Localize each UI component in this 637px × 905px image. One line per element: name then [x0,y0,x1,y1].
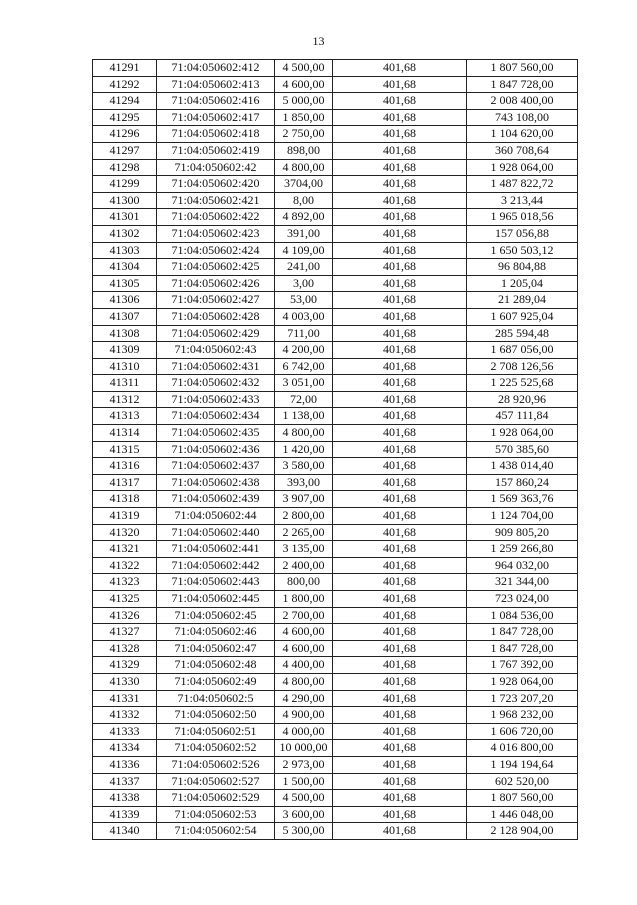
rate-cell: 401,68 [333,60,467,77]
table-row [93,342,578,359]
value-cell: 3 213,44 [467,192,578,209]
cadastral-number-cell: 71:04:050602:416 [157,93,275,110]
area-cell: 4 400,00 [275,657,333,674]
value-cell: 2 708 126,56 [467,358,578,375]
row-number-cell: 41328 [93,640,157,657]
rate-cell: 401,68 [333,109,467,126]
area-cell: 1 420,00 [275,441,333,458]
area-cell: 4 109,00 [275,242,333,259]
row-number-cell: 41312 [93,391,157,408]
table-row [93,109,578,126]
table-row [93,756,578,773]
table-row [93,773,578,790]
rate-cell: 401,68 [333,790,467,807]
rate-cell: 401,68 [333,93,467,110]
area-cell: 3,00 [275,275,333,292]
table-row [93,574,578,591]
row-number-cell: 41320 [93,524,157,541]
cadastral-number-cell: 71:04:050602:49 [157,673,275,690]
table-row [93,640,578,657]
value-cell: 2 008 400,00 [467,93,578,110]
value-cell: 1 446 048,00 [467,806,578,823]
rate-cell: 401,68 [333,474,467,491]
cadastral-number-cell: 71:04:050602:421 [157,192,275,209]
cadastral-number-cell: 71:04:050602:442 [157,557,275,574]
row-number-cell: 41311 [93,375,157,392]
row-number-cell: 41302 [93,225,157,242]
value-cell: 1 650 503,12 [467,242,578,259]
cadastral-number-cell: 71:04:050602:437 [157,458,275,475]
row-number-cell: 41340 [93,823,157,840]
rate-cell: 401,68 [333,574,467,591]
row-number-cell: 41298 [93,159,157,176]
table-row [93,159,578,176]
table-row [93,375,578,392]
area-cell: 4 800,00 [275,159,333,176]
row-number-cell: 41315 [93,441,157,458]
page-number: 13 [312,34,325,48]
row-number-cell: 41323 [93,574,157,591]
table-row [93,541,578,558]
rate-cell: 401,68 [333,225,467,242]
area-cell: 3704,00 [275,176,333,193]
row-number-cell: 41307 [93,308,157,325]
area-cell: 6 742,00 [275,358,333,375]
table-row [93,292,578,309]
table-row [93,441,578,458]
rate-cell: 401,68 [333,292,467,309]
table-row [93,690,578,707]
row-number-cell: 41334 [93,740,157,757]
table-row [93,458,578,475]
cadastral-number-cell: 71:04:050602:433 [157,391,275,408]
area-cell: 898,00 [275,142,333,159]
row-number-cell: 41330 [93,673,157,690]
rate-cell: 401,68 [333,607,467,624]
area-cell: 4 200,00 [275,342,333,359]
value-cell: 570 385,60 [467,441,578,458]
value-cell: 1 807 560,00 [467,790,578,807]
value-cell: 1 687 056,00 [467,342,578,359]
table-row [93,707,578,724]
value-cell: 28 920,96 [467,391,578,408]
area-cell: 1 500,00 [275,773,333,790]
row-number-cell: 41333 [93,723,157,740]
rate-cell: 401,68 [333,690,467,707]
value-cell: 743 108,00 [467,109,578,126]
row-number-cell: 41314 [93,425,157,442]
cadastral-number-cell: 71:04:050602:50 [157,707,275,724]
value-cell: 1 847 728,00 [467,640,578,657]
area-cell: 53,00 [275,292,333,309]
area-cell: 3 580,00 [275,458,333,475]
row-number-cell: 41297 [93,142,157,159]
rate-cell: 401,68 [333,425,467,442]
table-row [93,557,578,574]
value-cell: 2 128 904,00 [467,823,578,840]
area-cell: 4 600,00 [275,76,333,93]
rate-cell: 401,68 [333,756,467,773]
row-number-cell: 41310 [93,358,157,375]
value-cell: 1 723 207,20 [467,690,578,707]
row-number-cell: 41329 [93,657,157,674]
cadastral-number-cell: 71:04:050602:425 [157,259,275,276]
row-number-cell: 41296 [93,126,157,143]
value-cell: 1 847 728,00 [467,624,578,641]
rate-cell: 401,68 [333,773,467,790]
value-cell: 1 225 525,68 [467,375,578,392]
table-row [93,308,578,325]
cadastral-number-cell: 71:04:050602:45 [157,607,275,624]
table-row [93,474,578,491]
cadastral-number-cell: 71:04:050602:427 [157,292,275,309]
value-cell: 1 968 232,00 [467,707,578,724]
value-cell: 1 487 822,72 [467,176,578,193]
rate-cell: 401,68 [333,640,467,657]
area-cell: 4 800,00 [275,673,333,690]
value-cell: 321 344,00 [467,574,578,591]
area-cell: 2 750,00 [275,126,333,143]
row-number-cell: 41325 [93,591,157,608]
value-cell: 1 259 266,80 [467,541,578,558]
cadastral-number-cell: 71:04:050602:436 [157,441,275,458]
cadastral-number-cell: 71:04:050602:426 [157,275,275,292]
cadastral-number-cell: 71:04:050602:420 [157,176,275,193]
cadastral-value-table [92,59,578,840]
table-row [93,242,578,259]
area-cell: 4 900,00 [275,707,333,724]
cadastral-number-cell: 71:04:050602:432 [157,375,275,392]
table-row [93,93,578,110]
cadastral-number-cell: 71:04:050602:46 [157,624,275,641]
table-body [93,60,578,840]
table-row [93,425,578,442]
table-row [93,126,578,143]
rate-cell: 401,68 [333,259,467,276]
cadastral-number-cell: 71:04:050602:417 [157,109,275,126]
table-row [93,591,578,608]
cadastral-number-cell: 71:04:050602:48 [157,657,275,674]
rate-cell: 401,68 [333,159,467,176]
value-cell: 457 111,84 [467,408,578,425]
cadastral-number-cell: 71:04:050602:441 [157,541,275,558]
area-cell: 72,00 [275,391,333,408]
rate-cell: 401,68 [333,591,467,608]
rate-cell: 401,68 [333,408,467,425]
rate-cell: 401,68 [333,308,467,325]
rate-cell: 401,68 [333,657,467,674]
value-cell: 96 804,88 [467,259,578,276]
row-number-cell: 41339 [93,806,157,823]
rate-cell: 401,68 [333,707,467,724]
table-row [93,740,578,757]
cadastral-number-cell: 71:04:050602:435 [157,425,275,442]
table-row [93,142,578,159]
value-cell: 1 205,04 [467,275,578,292]
row-number-cell: 41317 [93,474,157,491]
rate-cell: 401,68 [333,557,467,574]
table-row [93,607,578,624]
rate-cell: 401,68 [333,723,467,740]
cadastral-number-cell: 71:04:050602:53 [157,806,275,823]
value-cell: 285 594,48 [467,325,578,342]
rate-cell: 401,68 [333,342,467,359]
row-number-cell: 41291 [93,60,157,77]
value-cell: 1 847 728,00 [467,76,578,93]
row-number-cell: 41301 [93,209,157,226]
value-cell: 1 606 720,00 [467,723,578,740]
table-row [93,259,578,276]
value-cell: 1 807 560,00 [467,60,578,77]
table-row [93,176,578,193]
table-row [93,391,578,408]
cadastral-number-cell: 71:04:050602:429 [157,325,275,342]
cadastral-number-cell: 71:04:050602:43 [157,342,275,359]
row-number-cell: 41331 [93,690,157,707]
rate-cell: 401,68 [333,806,467,823]
cadastral-number-cell: 71:04:050602:51 [157,723,275,740]
row-number-cell: 41292 [93,76,157,93]
row-number-cell: 41300 [93,192,157,209]
area-cell: 1 850,00 [275,109,333,126]
value-cell: 1 965 018,56 [467,209,578,226]
cadastral-number-cell: 71:04:050602:428 [157,308,275,325]
area-cell: 2 265,00 [275,524,333,541]
cadastral-number-cell: 71:04:050602:418 [157,126,275,143]
cadastral-number-cell: 71:04:050602:52 [157,740,275,757]
area-cell: 711,00 [275,325,333,342]
cadastral-number-cell: 71:04:050602:424 [157,242,275,259]
area-cell: 4 600,00 [275,640,333,657]
table-row [93,657,578,674]
table-row [93,790,578,807]
rate-cell: 401,68 [333,491,467,508]
value-cell: 1 928 064,00 [467,673,578,690]
area-cell: 4 003,00 [275,308,333,325]
rate-cell: 401,68 [333,192,467,209]
value-cell: 1 928 064,00 [467,425,578,442]
row-number-cell: 41321 [93,541,157,558]
area-cell: 4 600,00 [275,624,333,641]
area-cell: 391,00 [275,225,333,242]
cadastral-number-cell: 71:04:050602:431 [157,358,275,375]
row-number-cell: 41306 [93,292,157,309]
value-cell: 1 928 064,00 [467,159,578,176]
cadastral-number-cell: 71:04:050602:440 [157,524,275,541]
row-number-cell: 41326 [93,607,157,624]
table-row [93,624,578,641]
table-row [93,806,578,823]
value-cell: 1 438 014,40 [467,458,578,475]
row-number-cell: 41318 [93,491,157,508]
rate-cell: 401,68 [333,375,467,392]
cadastral-number-cell: 71:04:050602:529 [157,790,275,807]
rate-cell: 401,68 [333,524,467,541]
table-row [93,358,578,375]
value-cell: 157 056,88 [467,225,578,242]
area-cell: 4 500,00 [275,790,333,807]
row-number-cell: 41294 [93,93,157,110]
row-number-cell: 41308 [93,325,157,342]
area-cell: 241,00 [275,259,333,276]
area-cell: 2 700,00 [275,607,333,624]
rate-cell: 401,68 [333,142,467,159]
rate-cell: 401,68 [333,176,467,193]
cadastral-number-cell: 71:04:050602:412 [157,60,275,77]
rate-cell: 401,68 [333,823,467,840]
row-number-cell: 41295 [93,109,157,126]
value-cell: 1 104 620,00 [467,126,578,143]
table-row [93,209,578,226]
value-cell: 1 607 925,04 [467,308,578,325]
cadastral-number-cell: 71:04:050602:5 [157,690,275,707]
area-cell: 2 400,00 [275,557,333,574]
table-row [93,408,578,425]
area-cell: 4 800,00 [275,425,333,442]
area-cell: 393,00 [275,474,333,491]
row-number-cell: 41304 [93,259,157,276]
table-row [93,491,578,508]
area-cell: 10 000,00 [275,740,333,757]
table-row [93,508,578,525]
rate-cell: 401,68 [333,441,467,458]
cadastral-number-cell: 71:04:050602:526 [157,756,275,773]
area-cell: 1 800,00 [275,591,333,608]
area-cell: 4 500,00 [275,60,333,77]
rate-cell: 401,68 [333,740,467,757]
area-cell: 2 973,00 [275,756,333,773]
value-cell: 1 194 194,64 [467,756,578,773]
area-cell: 3 600,00 [275,806,333,823]
row-number-cell: 41313 [93,408,157,425]
table-row [93,673,578,690]
value-cell: 602 520,00 [467,773,578,790]
area-cell: 3 907,00 [275,491,333,508]
cadastral-number-cell: 71:04:050602:445 [157,591,275,608]
table-row [93,60,578,77]
cadastral-number-cell: 71:04:050602:439 [157,491,275,508]
row-number-cell: 41299 [93,176,157,193]
row-number-cell: 41309 [93,342,157,359]
area-cell: 5 000,00 [275,93,333,110]
row-number-cell: 41305 [93,275,157,292]
rate-cell: 401,68 [333,126,467,143]
table-row [93,192,578,209]
value-cell: 21 289,04 [467,292,578,309]
cadastral-number-cell: 71:04:050602:422 [157,209,275,226]
table-row [93,275,578,292]
rate-cell: 401,68 [333,541,467,558]
area-cell: 1 138,00 [275,408,333,425]
cadastral-number-cell: 71:04:050602:413 [157,76,275,93]
area-cell: 8,00 [275,192,333,209]
table-row [93,76,578,93]
rate-cell: 401,68 [333,325,467,342]
value-cell: 723 024,00 [467,591,578,608]
row-number-cell: 41327 [93,624,157,641]
cadastral-number-cell: 71:04:050602:443 [157,574,275,591]
area-cell: 3 051,00 [275,375,333,392]
cadastral-number-cell: 71:04:050602:438 [157,474,275,491]
cadastral-number-cell: 71:04:050602:527 [157,773,275,790]
rate-cell: 401,68 [333,76,467,93]
cadastral-number-cell: 71:04:050602:434 [157,408,275,425]
rate-cell: 401,68 [333,358,467,375]
row-number-cell: 41319 [93,508,157,525]
rate-cell: 401,68 [333,673,467,690]
cadastral-number-cell: 71:04:050602:47 [157,640,275,657]
rate-cell: 401,68 [333,209,467,226]
row-number-cell: 41316 [93,458,157,475]
cadastral-number-cell: 71:04:050602:419 [157,142,275,159]
value-cell: 1 124 704,00 [467,508,578,525]
value-cell: 1 569 363,76 [467,491,578,508]
row-number-cell: 41338 [93,790,157,807]
row-number-cell: 41303 [93,242,157,259]
area-cell: 4 892,00 [275,209,333,226]
cadastral-number-cell: 71:04:050602:54 [157,823,275,840]
area-cell: 4 000,00 [275,723,333,740]
rate-cell: 401,68 [333,242,467,259]
value-cell: 360 708,64 [467,142,578,159]
value-cell: 909 805,20 [467,524,578,541]
area-cell: 800,00 [275,574,333,591]
table-row [93,823,578,840]
rate-cell: 401,68 [333,508,467,525]
rate-cell: 401,68 [333,458,467,475]
value-cell: 157 860,24 [467,474,578,491]
row-number-cell: 41336 [93,756,157,773]
value-cell: 4 016 800,00 [467,740,578,757]
rate-cell: 401,68 [333,624,467,641]
area-cell: 3 135,00 [275,541,333,558]
cadastral-number-cell: 71:04:050602:42 [157,159,275,176]
area-cell: 5 300,00 [275,823,333,840]
value-cell: 1 084 536,00 [467,607,578,624]
area-cell: 2 800,00 [275,508,333,525]
cadastral-number-cell: 71:04:050602:44 [157,508,275,525]
row-number-cell: 41322 [93,557,157,574]
rate-cell: 401,68 [333,391,467,408]
row-number-cell: 41337 [93,773,157,790]
row-number-cell: 41332 [93,707,157,724]
table-row [93,723,578,740]
table-row [93,225,578,242]
table-row [93,325,578,342]
cadastral-number-cell: 71:04:050602:423 [157,225,275,242]
rate-cell: 401,68 [333,275,467,292]
value-cell: 1 767 392,00 [467,657,578,674]
value-cell: 964 032,00 [467,557,578,574]
area-cell: 4 290,00 [275,690,333,707]
table-row [93,524,578,541]
